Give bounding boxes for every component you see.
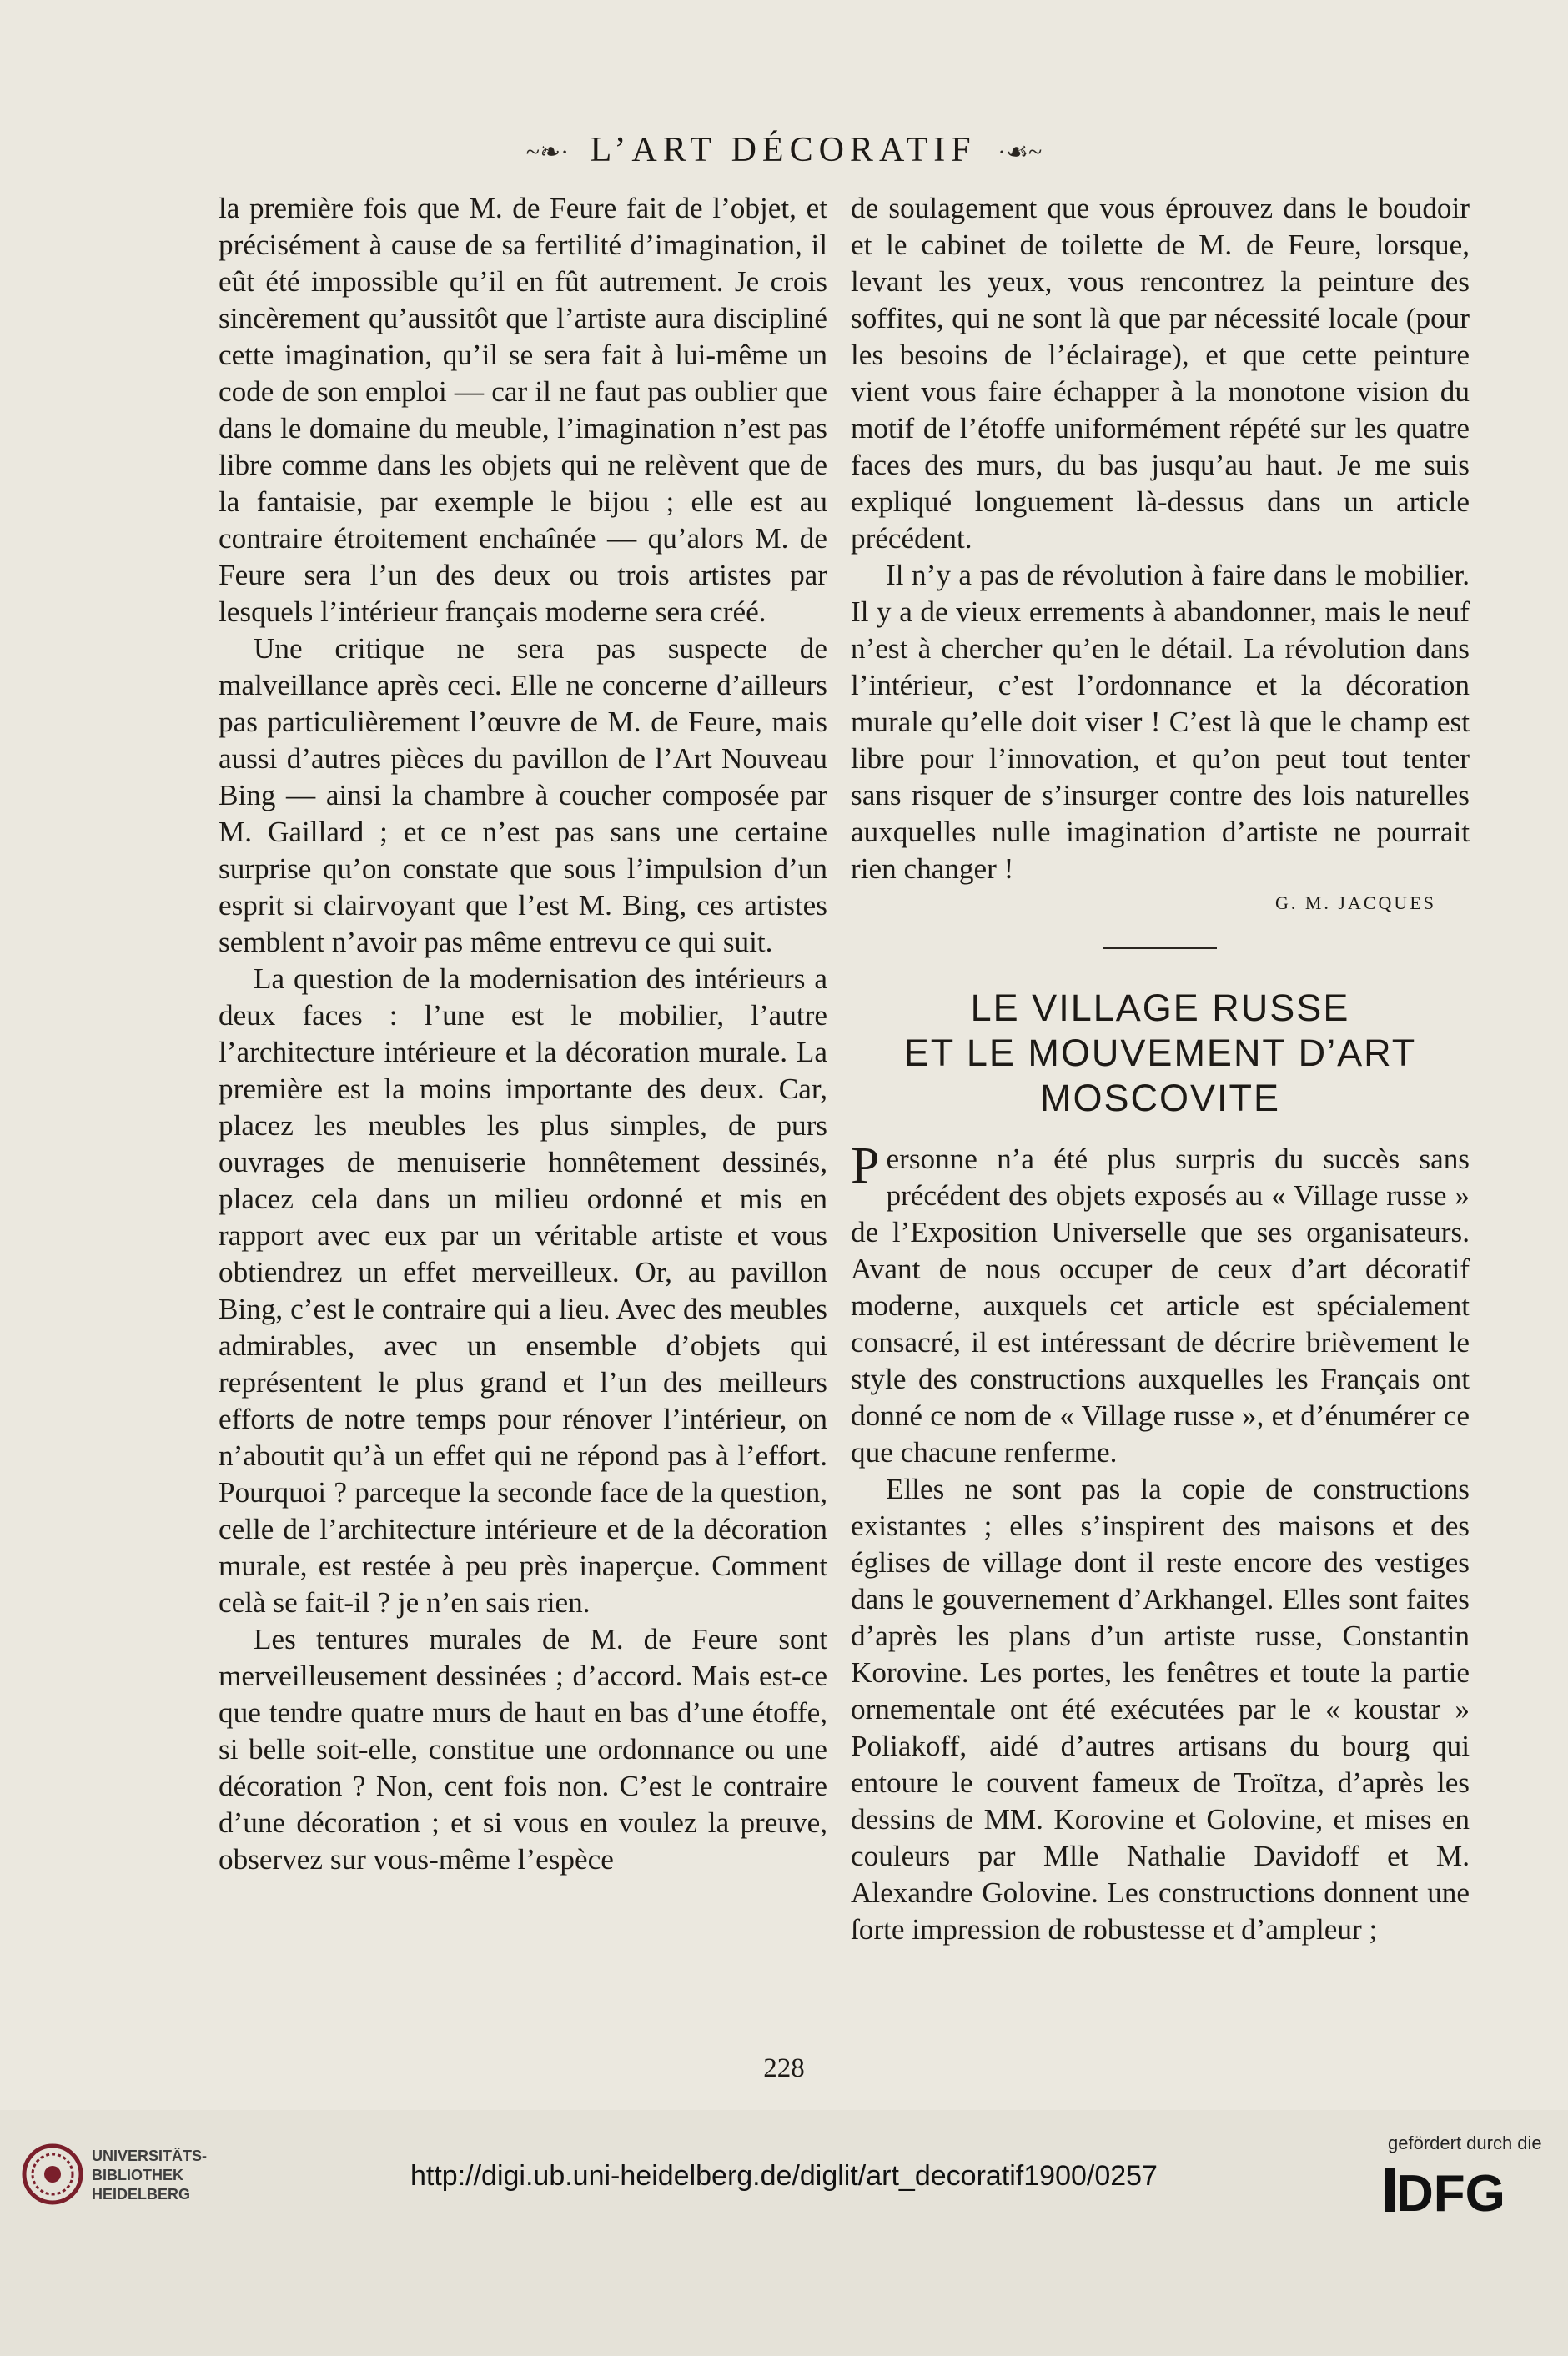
first-paragraph-text: ersonne n’a été plus surpris du succès sans précédent des objets exposés au « Village russe » de l’Exposition Universelle que ses organisateurs. Avant de nous occuper de ceux d’art décoratif moderne, auxquels cet article est spécialement consacré, il est intéressant de décrire brièvement le style des constructions auxquelles les Français ont donné ce nom de « Village russe », et d’énumérer ce que chacune renferme.	[851, 1143, 1470, 1469]
paragraph: Les tentures murales de M. de Feure sont merveilleusement dessinées ; d’accord. Mais est-ce que tendre quatre murs de haut en bas d’une étoffe, si belle soit-elle, constitue une ordonnance ou une décoration ? Non, cent fois non. C’est le contraire d’une décoration ; et si vous en voulez la preuve, observez sur vous-même l’espèce	[219, 1623, 827, 1876]
library-name-line: HEIDELBERG	[92, 2186, 191, 2203]
permalink-url[interactable]: http://digi.ub.uni-heidelberg.de/diglit/art_decoratif1900/0257	[410, 2160, 1158, 2192]
article-first-paragraph	[851, 1138, 1470, 1471]
library-name-line: BIBLIOTHEK	[92, 2167, 183, 2183]
sponsor-caption: gefördert durch die	[1388, 2132, 1542, 2153]
left-column	[219, 190, 827, 1878]
running-header	[0, 125, 1568, 178]
paragraph: Il n’y a pas de révolution à faire dans le mobilier. Il y a de vieux errements à abandonner, mais le neuf n’est à chercher qu’en le détail. La révolution dans l’intérieur, c’est l’ordonnance et la décoration murale qu’elle doit viser ! C’est là que le champ est libre pour l’innovation, et qu’on peut tout tenter sans risquer de s’insurger contre des lois naturelles auxquelles nulle imagination d’artiste ne pourrait rien changer !	[851, 559, 1470, 885]
paragraph: La question de la modernisation des intérieurs a deux faces : l’une est le mobilier, l’autre l’architecture intérieure et la décoration murale. La première est la moins importante des deux. Car, placez les meubles les plus simples, de purs ouvrages de menuiserie honnêtement dessinés, placez cela dans un milieu ordonné et mis en rapport avec eux par un véritable artiste et vous obtiendrez un effet merveilleux. Or, au pavillon Bing, c’est le contraire qui a lieu. Avec des meubles admirables, avec un ensemble d’objets qui représentent le plus grand et l’un des meilleurs efforts de notre temps pour rénover l’intérieur, on n’aboutit qu’à un effet qui ne répond pas à l’effort. Pourquoi ? parceque la seconde face de la question, celle de l’architecture intérieure et de la décoration murale, est restée à peu près inaperçue. Comment celà se fait-il ? je n’en sais rien.	[219, 962, 827, 1619]
article-title-line: MOSCOVITE	[1039, 1077, 1281, 1119]
paragraph: la première fois que M. de Feure fait de l’objet, et précisément à cause de sa fertilité d’imagination, il eût été impossible qu’il en fût autrement. Je crois sincèrement qu’aussitôt que l’artiste aura discipliné cette imagination, qu’il se sera fait à lui-même un code de son emploi — car il ne faut pas oublier que dans le domaine du meuble, l’imagination n’est pas libre comme dans les objets qui ne relèvent que de la fantaisie, par exemple le bijou ; elle est au contraire étroitement enchaînée — qu’alors M. de Feure sera l’un des deux ou trois artistes par lesquels l’intérieur français moderne sera créé.	[219, 192, 827, 628]
dfg-logo-text: DFG	[1396, 2165, 1505, 2215]
library-name-line: UNIVERSITÄTS-	[92, 2148, 208, 2164]
section-divider	[1103, 947, 1217, 949]
article-title-line: ET LE MOUVEMENT D’ART	[903, 1032, 1417, 1074]
paragraph: Elles ne sont pas la copie de constructions existantes ; elles s’inspirent des maisons et des églises de village dont il reste encore des vestiges dans le gouvernement d’Arkhangel. Elles sont faites d’après les plans d’un artiste russe, Constantin Korovine. Les portes, les fenêtres et toute la partie ornementale ont été exécutées par le « koustar » Poliakoff, aidé d’autres artisans du bourg qui entoure le couvent fameux de Troïtza, d’après les dessins de MM. Korovine et Golovine, et mises en couleurs par Mlle Nathalie Davidoff et M. Alexandre Golovine. Les constructions donnent une ſorte impression de robustesse et d’ampleur ;	[851, 1473, 1470, 1946]
paragraph: de soulagement que vous éprouvez dans le boudoir et le cabinet de toilette de M. de Feure, lorsque, levant les yeux, vous rencontrez la peinture des soffites, qui ne sont là que par nécessité locale (pour les besoins de l’éclairage), et que cette peinture vient vous faire échapper à la monotone vision du motif de l’étoffe uniformément répété sur les quatre faces des murs, du bas jusqu’au haut. Je me suis expliqué longuement là-dessus dans un article précédent.	[851, 192, 1470, 555]
right-ornament-icon: ·☙~	[998, 138, 1043, 167]
article-title	[851, 986, 1470, 1121]
page-number: 228	[763, 2053, 805, 2083]
journal-title: L’ART DÉCORATIF	[590, 131, 977, 169]
digitization-footer	[0, 2110, 1568, 2356]
article-title-line: LE VILLAGE RUSSE	[970, 987, 1350, 1029]
dfg-logo-icon	[1385, 2165, 1543, 2215]
drop-cap: P	[851, 1138, 880, 1194]
left-ornament-icon: ~❧·	[525, 138, 570, 167]
right-column	[851, 190, 1470, 1948]
paragraph: Une critique ne sera pas suspecte de malveillance après ceci. Elle ne concerne d’ailleurs pas particulièrement l’œuvre de M. de Feure, mais aussi d’autres pièces du pavillon de l’Art Nouveau Bing — ainsi la chambre à coucher composée par M. Gaillard ; et ce n’est pas sans une certaine surprise qu’on constate que sous l’impulsion d’un esprit si clairvoyant que l’est M. Bing, ces artistes semblent n’avoir pas même entrevu ce qui suit.	[219, 632, 827, 958]
author-signature: G. M. JACQUES	[1274, 892, 1436, 913]
